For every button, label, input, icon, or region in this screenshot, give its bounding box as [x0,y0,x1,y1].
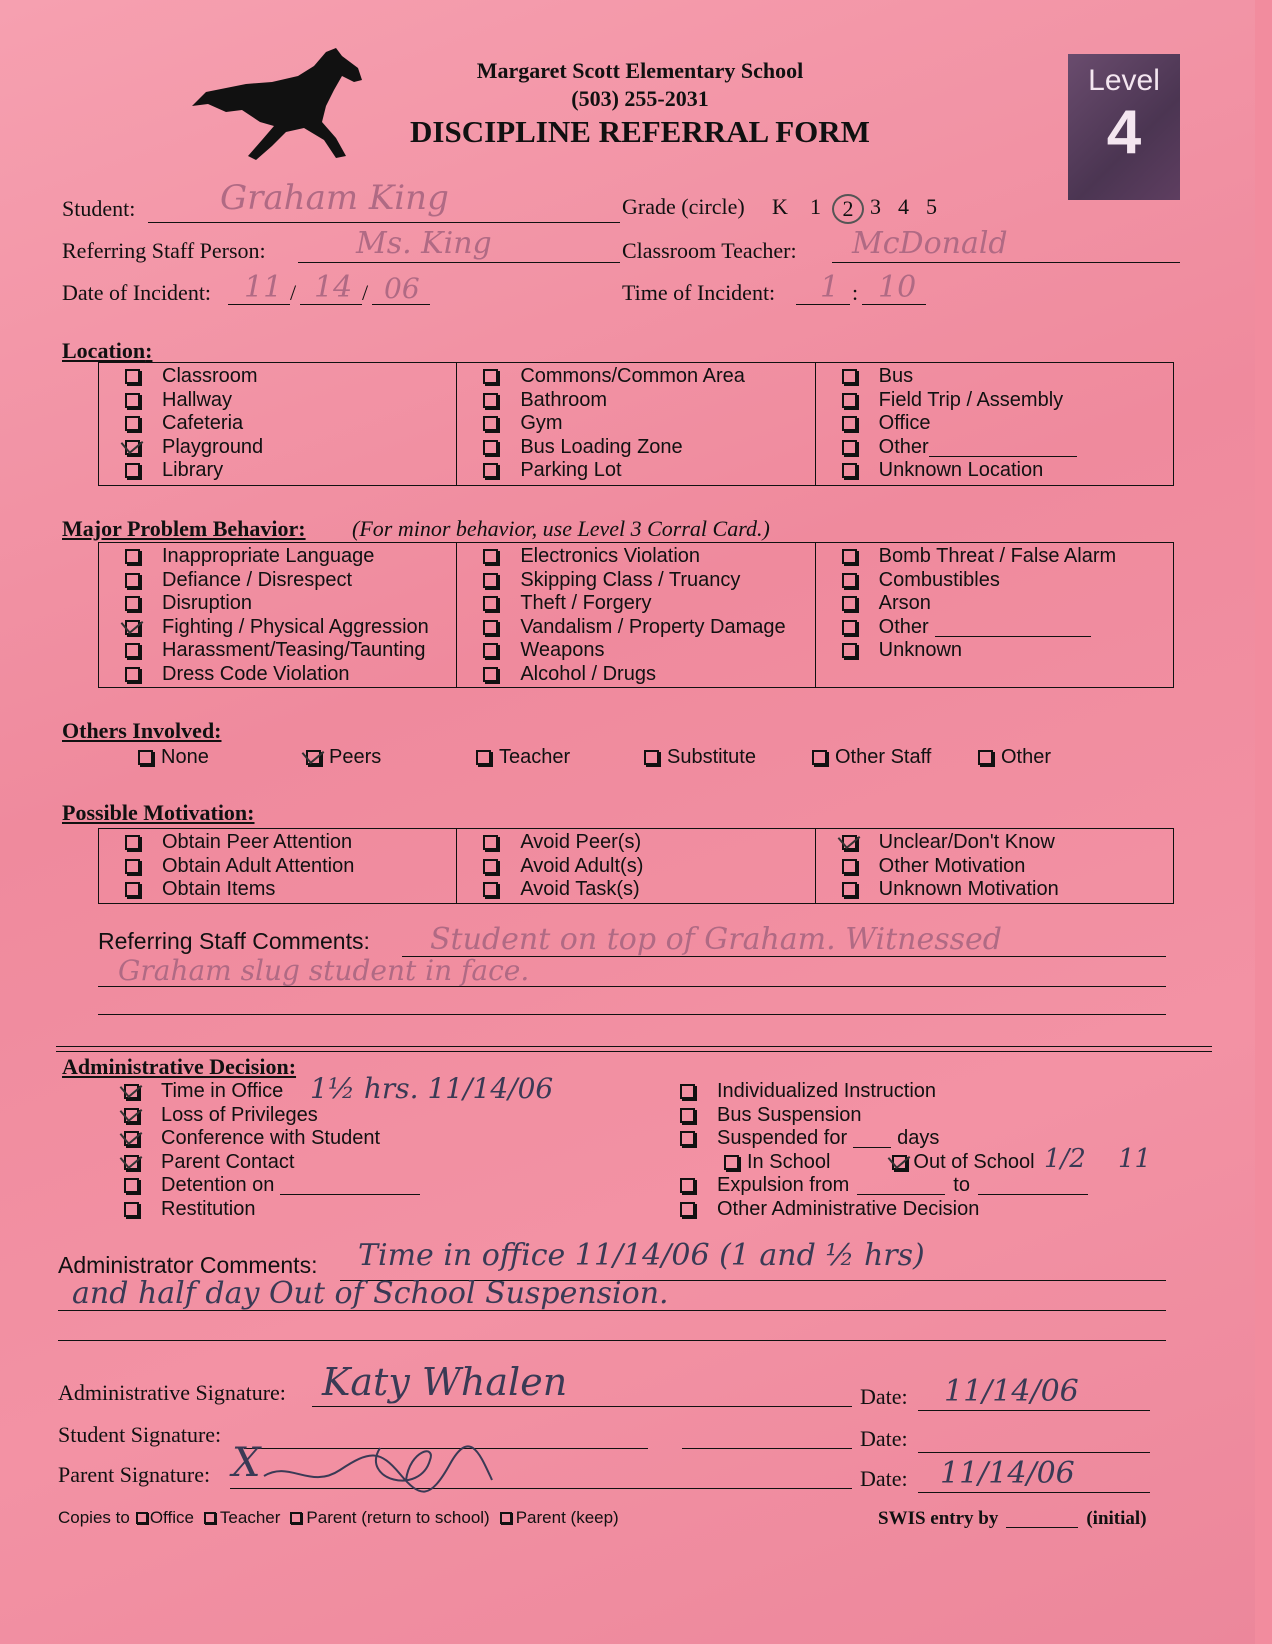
checkbox-icon[interactable] [483,596,498,611]
checkbox-icon[interactable] [724,1155,739,1170]
student-date-label: Date: [860,1426,908,1451]
time-sep: : [852,280,859,305]
grade-2-circled[interactable]: 2 [832,194,864,224]
referring-staff-value[interactable]: Ms. King [356,226,492,261]
motivation-peer-attention[interactable]: Obtain Peer Attention [125,831,456,855]
checkbox-icon[interactable] [842,620,857,635]
others-teacher[interactable]: Teacher [476,746,570,769]
student-line [148,222,620,223]
motivation-adult-attention[interactable]: Obtain Adult Attention [125,855,456,879]
motivation-box [98,828,1174,904]
parent-signature-label: Parent Signature: [58,1462,211,1487]
motivation-col-3 [816,829,1173,903]
parent-date-line [918,1492,1150,1493]
checkbox-icon[interactable] [842,882,857,897]
checkbox-icon[interactable] [842,416,857,431]
swis-initial-label: (initial) [1086,1508,1147,1529]
admin-comments-text-1[interactable]: Time in office 11/14/06 (1 and ½ hrs) [358,1238,925,1273]
time-min-value[interactable]: 10 [878,270,917,305]
motivation-other[interactable]: Other Motivation [842,855,1173,879]
motivation-unknown[interactable]: Unknown Motivation [842,878,1173,902]
level-badge [1068,54,1180,200]
motivation-col-2 [457,829,815,903]
checkbox-checked-icon[interactable] [124,1084,139,1099]
staff-comments-line-3 [98,1014,1166,1015]
others-other[interactable]: Other [978,746,1051,769]
behavior-fighting[interactable]: Fighting / Physical Aggression [125,616,456,640]
motivation-avoid-tasks[interactable]: Avoid Task(s) [483,878,814,902]
date-month-value[interactable]: 11 [244,270,283,305]
school-phone: (503) 255-2031 [571,86,709,111]
others-none[interactable]: None [138,746,209,769]
location-other[interactable]: Other [842,436,1173,460]
others-substitute[interactable]: Substitute [644,746,756,769]
location-parking-lot[interactable]: Parking Lot [483,459,814,483]
location-playground[interactable]: Playground [125,436,456,460]
behavior-note: (For minor behavior, use Level 3 Corral Card.) [352,516,770,541]
checkbox-icon[interactable] [500,1512,512,1524]
out-of-school-note[interactable]: 1/2 [1044,1144,1086,1174]
admin-signature-line [312,1406,852,1407]
behavior-vandalism[interactable]: Vandalism / Property Damage [483,616,814,640]
admin-detention[interactable]: Detention on [124,1174,420,1198]
school-name: Margaret Scott Elementary School [476,58,804,83]
level-number: 4 [1106,98,1142,167]
location-title: Location: [62,338,153,363]
checkbox-icon[interactable] [204,1512,216,1524]
grade-5[interactable]: 5 [926,194,937,219]
date-sep-1: / [290,280,297,305]
location-classroom[interactable]: Classroom [125,365,456,389]
checkbox-checked-icon[interactable] [124,1155,139,1170]
checkbox-icon[interactable] [842,859,857,874]
checkbox-icon[interactable] [125,393,140,408]
checkbox-icon[interactable] [125,859,140,874]
checkbox-checked-icon[interactable] [125,440,140,455]
checkbox-checked-icon[interactable] [124,1108,139,1123]
behavior-col-1 [99,543,457,687]
checkbox-icon[interactable] [136,1512,148,1524]
date-sep-2: / [362,280,369,305]
behavior-alcohol[interactable]: Alcohol / Drugs [483,663,814,687]
location-cafeteria[interactable]: Cafeteria [125,412,456,436]
checkbox-icon[interactable] [483,440,498,455]
checkbox-icon[interactable] [483,549,498,564]
copies-to-label: Copies to [58,1508,130,1527]
admin-conference[interactable]: Conference with Student [124,1127,420,1151]
admin-date-line [918,1410,1150,1411]
location-other-line[interactable] [929,438,1077,457]
others-other-staff[interactable]: Other Staff [812,746,931,769]
checkbox-icon[interactable] [483,463,498,478]
checkbox-icon[interactable] [476,750,491,765]
copies-office: Office [149,1508,194,1527]
admin-title: Administrative Decision: [62,1054,297,1079]
time-hour-value[interactable]: 1 [820,270,840,305]
checkbox-icon[interactable] [483,369,498,384]
admin-individualized[interactable]: Individualized Instruction [680,1080,1088,1104]
checkbox-icon[interactable] [842,393,857,408]
expulsion-to-line[interactable] [978,1176,1088,1195]
student-date-line [918,1452,1150,1453]
checkbox-icon[interactable] [138,750,153,765]
checkbox-icon[interactable] [290,1512,302,1524]
behavior-other[interactable]: Other [842,616,1173,640]
checkbox-icon[interactable] [680,1131,695,1146]
checkbox-icon[interactable] [125,369,140,384]
grade-label: Grade (circle) [622,194,745,219]
checkbox-icon[interactable] [125,573,140,588]
location-bus[interactable]: Bus [842,365,1173,389]
staff-comments-text-1[interactable]: Student on top of Graham. Witnessed [430,922,1002,957]
behavior-harassment[interactable]: Harassment/Teasing/Taunting [125,639,456,663]
swis-label: SWIS entry by [878,1508,999,1529]
referring-staff-line [298,262,620,263]
checkbox-checked-icon[interactable] [306,750,321,765]
location-field-trip[interactable]: Field Trip / Assembly [842,389,1173,413]
staff-comments-text-2[interactable]: Graham slug student in face. [118,954,530,987]
out-of-school-note-2[interactable]: 11 [1118,1144,1152,1174]
admin-signature-label: Administrative Signature: [58,1380,286,1405]
student-label: Student: [62,196,136,221]
admin-col-2 [680,1080,1088,1221]
checkbox-icon[interactable] [483,835,498,850]
location-bathroom[interactable]: Bathroom [483,389,814,413]
motivation-obtain-items[interactable]: Obtain Items [125,878,456,902]
behavior-col-2 [457,543,815,687]
checkbox-icon[interactable] [680,1178,695,1193]
location-col-3 [816,363,1173,485]
copies-parent-return: Parent (return to school) [306,1508,490,1527]
classroom-teacher-label: Classroom Teacher: [622,238,797,263]
behavior-theft[interactable]: Theft / Forgery [483,592,814,616]
checkbox-checked-icon[interactable] [892,1155,907,1170]
behavior-defiance[interactable]: Defiance / Disrespect [125,569,456,593]
admin-suspended-for[interactable]: Suspended for days [680,1127,1088,1151]
location-col-2 [457,363,815,485]
checkbox-icon[interactable] [125,596,140,611]
checkbox-icon[interactable] [124,1202,139,1217]
grade-1[interactable]: 1 [810,194,821,219]
student-signature-label: Student Signature: [58,1422,222,1447]
checkbox-icon[interactable] [978,750,993,765]
location-hallway[interactable]: Hallway [125,389,456,413]
location-col-1 [99,363,457,485]
horse-logo-icon [186,46,376,166]
parent-date-label: Date: [860,1466,908,1491]
checkbox-icon[interactable] [483,416,498,431]
admin-bus-suspension[interactable]: Bus Suspension [680,1104,1088,1128]
checkbox-icon[interactable] [483,393,498,408]
checkbox-icon[interactable] [483,620,498,635]
admin-signature-value[interactable]: Katy Whalen [322,1360,568,1404]
behavior-skipping[interactable]: Skipping Class / Truancy [483,569,814,593]
admin-time-in-office[interactable]: Time in Office [124,1080,420,1104]
location-library[interactable]: Library [125,459,456,483]
date-year-value[interactable]: 06 [384,272,420,305]
grade-k[interactable]: K [772,194,788,219]
grade-3[interactable]: 3 [870,194,881,219]
admin-comments-label: Administrator Comments: [58,1252,318,1278]
checkbox-icon[interactable] [483,667,498,682]
checkbox-icon[interactable] [842,369,857,384]
classroom-teacher-value[interactable]: McDonald [852,226,1008,261]
checkbox-icon[interactable] [842,596,857,611]
motivation-avoid-adults[interactable]: Avoid Adult(s) [483,855,814,879]
copies-to-row [58,1508,619,1528]
in-school-label: In School [747,1150,831,1173]
checkbox-icon[interactable] [842,549,857,564]
behavior-electronics[interactable]: Electronics Violation [483,545,814,569]
location-bus-loading[interactable]: Bus Loading Zone [483,436,814,460]
date-day-value[interactable]: 14 [314,270,353,305]
time-incident-label: Time of Incident: [622,280,776,305]
swis-initial-line[interactable] [1006,1511,1078,1528]
grade-4[interactable]: 4 [898,194,909,219]
checkbox-checked-icon[interactable] [125,620,140,635]
student-name-value[interactable]: Graham King [220,178,449,218]
admin-parent-contact[interactable]: Parent Contact [124,1151,420,1175]
swis-row [878,1508,1147,1530]
copies-parent-keep: Parent (keep) [515,1508,619,1527]
checkbox-icon[interactable] [680,1084,695,1099]
behavior-inappropriate-language[interactable]: Inappropriate Language [125,545,456,569]
checkbox-icon[interactable] [483,573,498,588]
checkbox-icon[interactable] [125,549,140,564]
admin-restitution[interactable]: Restitution [124,1198,420,1222]
admin-time-note[interactable]: 1½ hrs. 11/14/06 [310,1072,554,1105]
behavior-bomb-threat[interactable]: Bomb Threat / False Alarm [842,545,1173,569]
checkbox-icon[interactable] [483,643,498,658]
date-incident-label: Date of Incident: [62,280,212,305]
level-label: Level [1088,64,1160,97]
checkbox-icon[interactable] [644,750,659,765]
motivation-avoid-peers[interactable]: Avoid Peer(s) [483,831,814,855]
behavior-other-line[interactable] [935,618,1091,637]
location-gym[interactable]: Gym [483,412,814,436]
checkbox-icon[interactable] [680,1202,695,1217]
checkbox-icon[interactable] [125,643,140,658]
checkbox-checked-icon[interactable] [124,1131,139,1146]
checkbox-icon[interactable] [680,1108,695,1123]
parent-date-value[interactable]: 11/14/06 [940,1456,1075,1491]
detention-line[interactable] [280,1176,420,1195]
checkbox-icon[interactable] [842,573,857,588]
checkbox-icon[interactable] [125,882,140,897]
behavior-weapons[interactable]: Weapons [483,639,814,663]
behavior-col-3 [816,543,1173,687]
checkbox-icon[interactable] [812,750,827,765]
location-office[interactable]: Office [842,412,1173,436]
location-unknown[interactable]: Unknown Location [842,459,1173,483]
others-title: Others Involved: [62,718,222,743]
location-box [98,362,1174,486]
suspended-days-line[interactable] [853,1129,891,1148]
parent-signature-scribble [260,1440,500,1504]
student-signature-line-2 [682,1448,852,1449]
checkbox-icon[interactable] [842,440,857,455]
motivation-title: Possible Motivation: [62,800,255,825]
section-divider [56,1046,1212,1052]
staff-comments-label: Referring Staff Comments: [98,928,370,954]
checkbox-icon[interactable] [125,667,140,682]
motivation-col-1 [99,829,457,903]
checkbox-icon[interactable] [125,416,140,431]
motivation-unclear[interactable]: Unclear/Don't Know [842,831,1173,855]
behavior-disruption[interactable]: Disruption [125,592,456,616]
behavior-dress-code[interactable]: Dress Code Violation [125,663,456,687]
location-commons[interactable]: Commons/Common Area [483,365,814,389]
copies-teacher: Teacher [219,1508,281,1527]
admin-loss-privileges[interactable]: Loss of Privileges [124,1104,420,1128]
checkbox-icon[interactable] [124,1178,139,1193]
admin-date-value[interactable]: 11/14/06 [944,1374,1079,1409]
checkbox-checked-icon[interactable] [842,835,857,850]
checkbox-icon[interactable] [125,835,140,850]
behavior-box [98,542,1174,688]
form-title: DISCIPLINE REFERRAL FORM [410,114,870,149]
behavior-arson[interactable]: Arson [842,592,1173,616]
checkbox-icon[interactable] [842,463,857,478]
admin-comments-line-3 [58,1340,1166,1341]
behavior-unknown[interactable]: Unknown [842,639,1173,663]
parent-signature-value[interactable]: X [232,1440,261,1486]
checkbox-icon[interactable] [125,463,140,478]
grade-options[interactable] [772,194,954,224]
out-of-school-label: Out of School [913,1150,1035,1173]
admin-suspension-type [680,1151,1088,1175]
admin-date-label: Date: [860,1384,908,1409]
expulsion-from-line[interactable] [857,1176,945,1195]
checkbox-icon[interactable] [483,882,498,897]
behavior-combustibles[interactable]: Combustibles [842,569,1173,593]
others-peers[interactable]: Peers [306,746,381,769]
admin-comments-text-2[interactable]: and half day Out of School Suspension. [72,1276,669,1311]
checkbox-icon[interactable] [842,643,857,658]
classroom-teacher-line [832,262,1180,263]
admin-expulsion[interactable]: Expulsion from to [680,1174,1088,1198]
admin-other-decision[interactable]: Other Administrative Decision [680,1198,1088,1222]
referring-staff-label: Referring Staff Person: [62,238,266,263]
checkbox-icon[interactable] [483,859,498,874]
behavior-title: Major Problem Behavior: [62,516,306,541]
